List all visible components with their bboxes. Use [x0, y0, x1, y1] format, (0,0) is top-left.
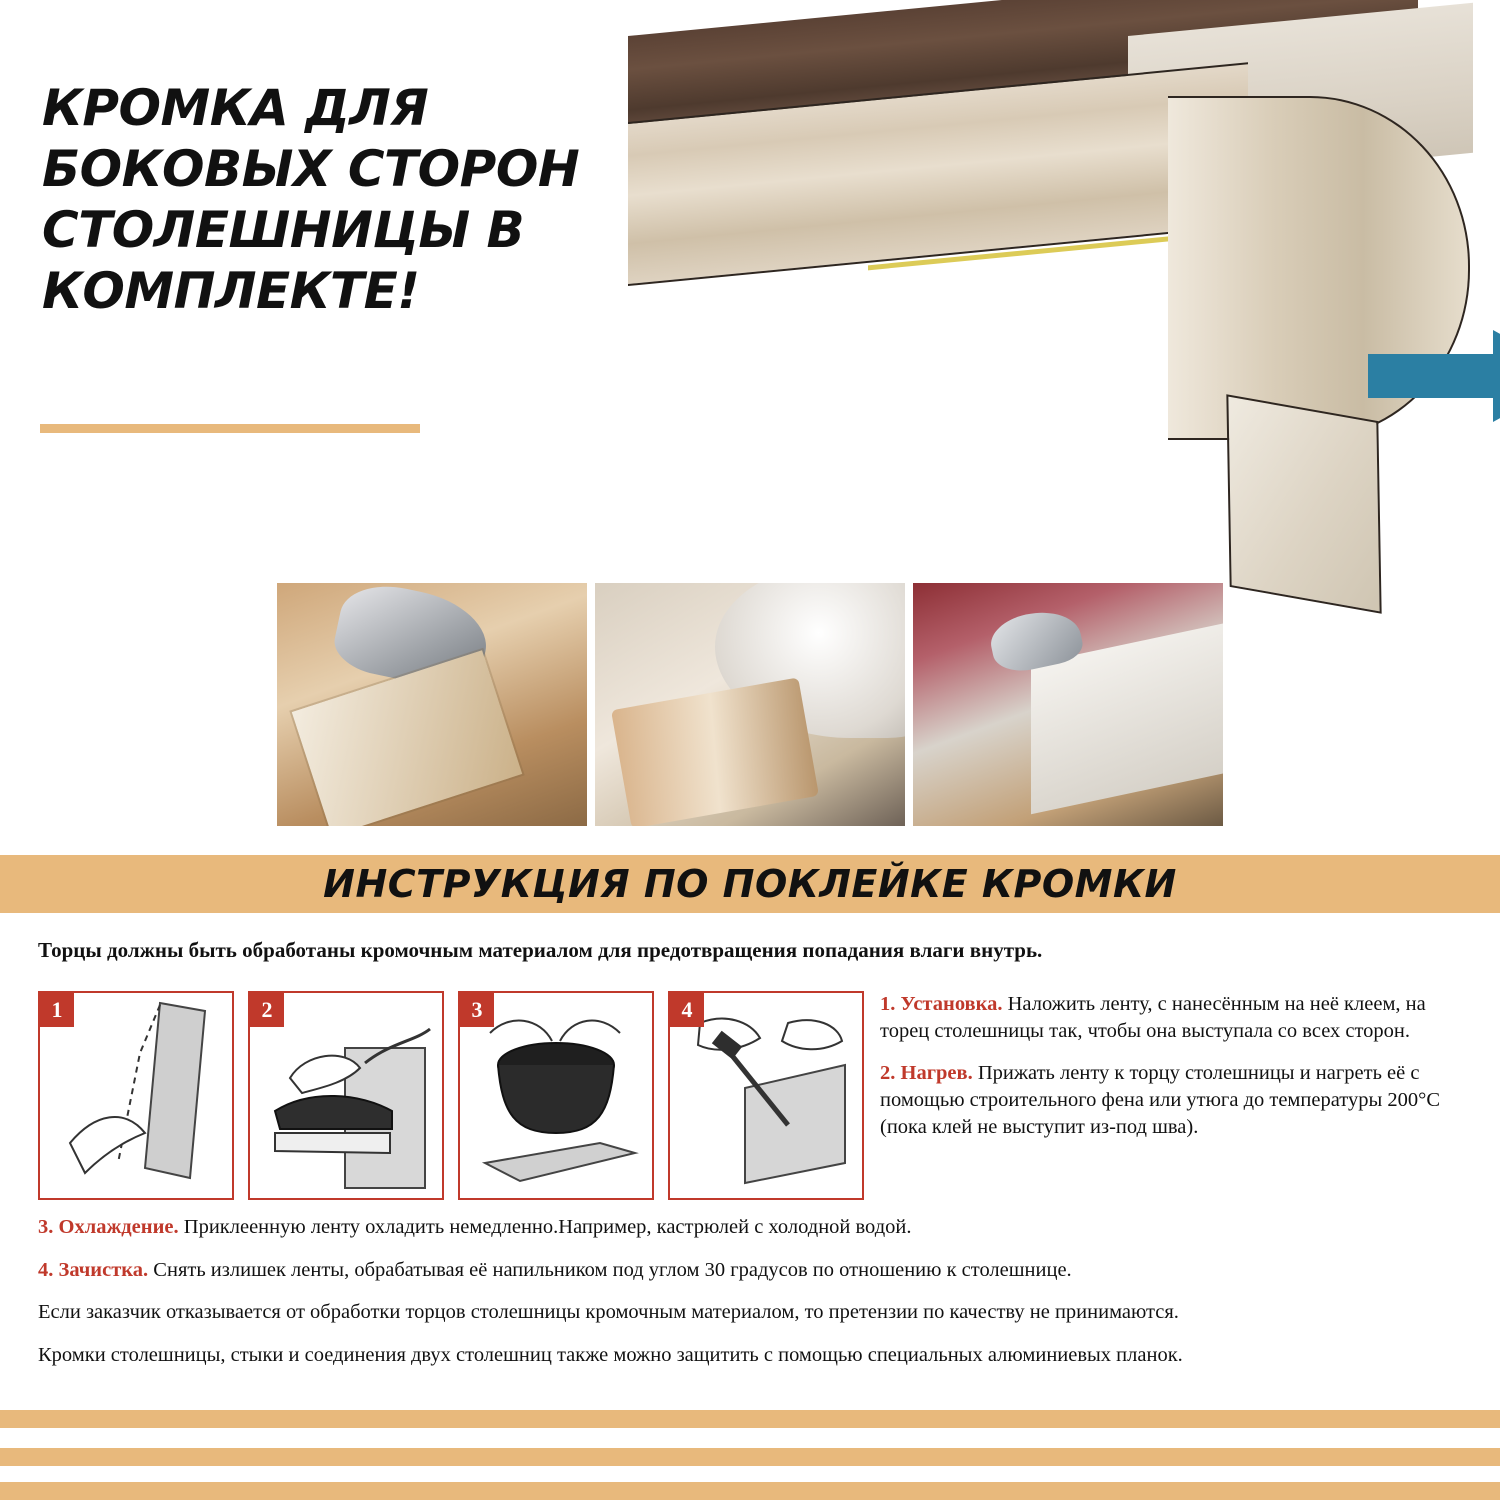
footer-accent-bar-3	[0, 1482, 1500, 1500]
right-arrow-icon	[1368, 326, 1500, 426]
note-paragraph-1: Если заказчик отказывается от обработки торцов столешницы кромочным материалом, то претензии по качеству не принимаются.	[38, 1301, 1179, 1324]
steps-grid	[38, 991, 864, 1200]
step-paragraph-2	[880, 1060, 1458, 1140]
step-paragraph-1	[880, 991, 1458, 1044]
step-body-2: Прижать ленту к торцу столешницы и нагреть её с помощью строительного фена или утюга до температуры 200°С (пока клей не выступит из-под шва).	[880, 1062, 1440, 1138]
instructions-section	[0, 913, 1500, 1413]
hero-section	[0, 0, 1500, 570]
note-paragraph-2: Кромки столешницы, стыки и соединения двух столешниц также можно защитить с помощью специальных алюминиевых планок.	[38, 1344, 1183, 1367]
step-box-3	[458, 991, 654, 1200]
step-lead-2: 2. Нагрев.	[880, 1062, 973, 1085]
step-paragraph-4	[38, 1256, 1462, 1286]
instructions-intro: Торцы должны быть обработаны кромочным материалом для предотвращения попадания влаги внутрь.	[38, 938, 1043, 962]
photo-worker-ironing-panel	[913, 583, 1223, 826]
page-title: КРОМКА ДЛЯ БОКОВЫХ СТОРОН СТОЛЕШНИЦЫ В КОМПЛЕКТЕ!	[42, 79, 580, 320]
photo-strip	[277, 583, 1223, 826]
step-box-2	[248, 991, 444, 1200]
step-paragraph-3	[38, 1213, 1462, 1243]
step-box-1	[38, 991, 234, 1200]
countertop-illustration	[628, 36, 1468, 566]
step-number: 3	[460, 993, 494, 1027]
step-number: 1	[40, 993, 74, 1027]
step-lead-3: 3. Охлаждение.	[38, 1216, 179, 1238]
step-body-4: Снять излишек ленты, обрабатывая её напильником под углом 30 градусов по отношению к столешнице.	[148, 1258, 1072, 1281]
step-body-3: Приклеенную ленту охладить немедленно.Например, кастрюлей с холодной водой.	[178, 1216, 912, 1238]
step-body-1: Наложить ленту, с нанесённым на неё клеем, на торец столешницы так, чтобы она выступала со всех сторон.	[880, 993, 1426, 1042]
footer-accent-bar-2	[0, 1448, 1500, 1466]
step-number: 2	[250, 993, 284, 1027]
step-lead-1: 1. Установка.	[880, 993, 1003, 1015]
title-underline	[40, 424, 420, 433]
step-lead-4: 4. Зачистка.	[38, 1258, 149, 1281]
footer-accent-bar-1	[0, 1410, 1500, 1428]
instruction-banner-title: ИНСТРУКЦИЯ ПО ПОКЛЕЙКЕ КРОМКИ	[323, 862, 1177, 906]
photo-cutting-edge-band	[277, 583, 587, 826]
edge-band-tail	[1226, 394, 1381, 614]
photo-ironing-edge-band	[595, 583, 905, 826]
step-number: 4	[670, 993, 704, 1027]
instructions-footer-text	[38, 1213, 1462, 1384]
instruction-banner	[0, 855, 1500, 913]
steps-text-column	[880, 991, 1458, 1156]
step-box-4	[668, 991, 864, 1200]
